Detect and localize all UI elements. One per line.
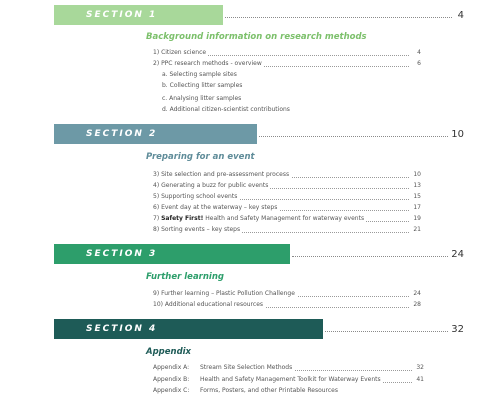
toc-subentry-collecting[interactable] [162, 81, 421, 91]
section-1-heading: Background information on research methods [146, 32, 367, 42]
toc-subentry-analysing[interactable] [162, 94, 421, 104]
toc-entry-text: a. Selecting sample sites [162, 71, 237, 78]
appendix-label: Appendix B: [153, 376, 190, 383]
section-1-banner[interactable]: SECTION 1 [54, 5, 223, 25]
toc-entry-page: 15 [413, 193, 421, 200]
appendix-page: 41 [416, 376, 424, 383]
toc-subentry-contributions[interactable] [162, 105, 421, 115]
section-3-row [54, 244, 464, 264]
section-4-leader [325, 331, 448, 332]
section-2-heading: Preparing for an event [146, 152, 255, 162]
section-4-banner[interactable]: SECTION 4 [54, 319, 323, 339]
toc-entry-further-learning[interactable] [153, 289, 421, 299]
toc-entry-page: 6 [417, 60, 421, 67]
section-3-page: 24 [451, 249, 464, 260]
toc-entry-safety-first[interactable] [153, 214, 421, 224]
toc-entry-text: 3) Site selection and pre-assessment process [153, 171, 290, 178]
section-1-row [54, 5, 464, 25]
section-1-page: 4 [457, 10, 464, 21]
toc-entry-citizen-science[interactable] [153, 48, 421, 58]
toc-entry-text: 8) Sorting events – key steps [153, 226, 241, 233]
toc-subentry-sample-sites[interactable] [162, 70, 421, 80]
appendix-a-entry[interactable] [153, 363, 424, 373]
toc-entry-page: 10 [413, 171, 421, 178]
toc-entry-page: 24 [413, 290, 421, 297]
section-2-banner[interactable]: SECTION 2 [54, 124, 257, 144]
toc-entry-text: 4) Generating a buzz for public events [153, 182, 269, 189]
toc-entry-sorting-events[interactable] [153, 225, 421, 235]
section-2-row [54, 124, 464, 144]
toc-entry-text: 1) Citizen science [153, 49, 207, 56]
toc-entry-page: 13 [413, 182, 421, 189]
appendix-title: Health and Safety Management Toolkit for Waterway Events [200, 376, 381, 383]
appendix-label: Appendix C: [153, 387, 190, 394]
toc-entry-ppc-methods[interactable] [153, 59, 421, 69]
section-2-leader [259, 136, 448, 137]
toc-entry-text: d. Additional citizen-scientist contributions [162, 106, 290, 113]
appendix-page: 32 [416, 364, 424, 371]
toc-entry-event-day[interactable] [153, 203, 421, 213]
toc-entry-text: 9) Further learning – Plastic Pollution Challenge [153, 290, 295, 297]
toc-entry-school-events[interactable] [153, 192, 421, 202]
toc-entry-rest: Health and Safety Management for waterway events [205, 215, 365, 222]
section-4-row [54, 319, 464, 339]
toc-entry-page: 4 [417, 49, 421, 56]
appendix-c-entry[interactable] [153, 386, 424, 396]
toc-entry-page: 19 [413, 215, 421, 222]
section-3-heading: Further learning [146, 272, 224, 282]
toc-entry-page: 17 [413, 204, 421, 211]
section-4-heading: Appendix [146, 347, 192, 357]
toc-entry-site-selection[interactable] [153, 170, 421, 180]
toc-entry-educational-resources[interactable] [153, 300, 421, 310]
toc-entry-text: 6) Event day at the waterway – key steps [153, 204, 278, 211]
section-3-leader [292, 256, 448, 257]
toc-entry-generating-buzz[interactable] [153, 181, 421, 191]
appendix-b-entry[interactable] [153, 375, 424, 385]
toc-entry-page: 21 [413, 226, 421, 233]
toc-entry-text: 10) Additional educational resources [153, 301, 264, 308]
toc-entry-page: 28 [413, 301, 421, 308]
toc-entry-text: c. Analysing litter samples [162, 95, 242, 102]
toc-entry-text: 2) PPC research methods - overview [153, 60, 262, 67]
appendix-title: Stream Site Selection Methods [200, 364, 293, 371]
toc-entry-emphasis: Safety First! [161, 215, 204, 222]
toc-entry-text [153, 214, 366, 224]
toc-entry-prefix: 7) [153, 215, 160, 222]
section-2-page: 10 [451, 129, 464, 140]
section-3-banner[interactable]: SECTION 3 [54, 244, 290, 264]
appendix-title: Forms, Posters, and other Printable Resources [200, 387, 338, 394]
toc-entry-text: 5) Supporting school events [153, 193, 238, 200]
appendix-label: Appendix A: [153, 364, 190, 371]
section-1-leader [225, 17, 452, 18]
section-4-page: 32 [451, 324, 464, 335]
toc-entry-text: b. Collecting litter samples [162, 82, 243, 89]
